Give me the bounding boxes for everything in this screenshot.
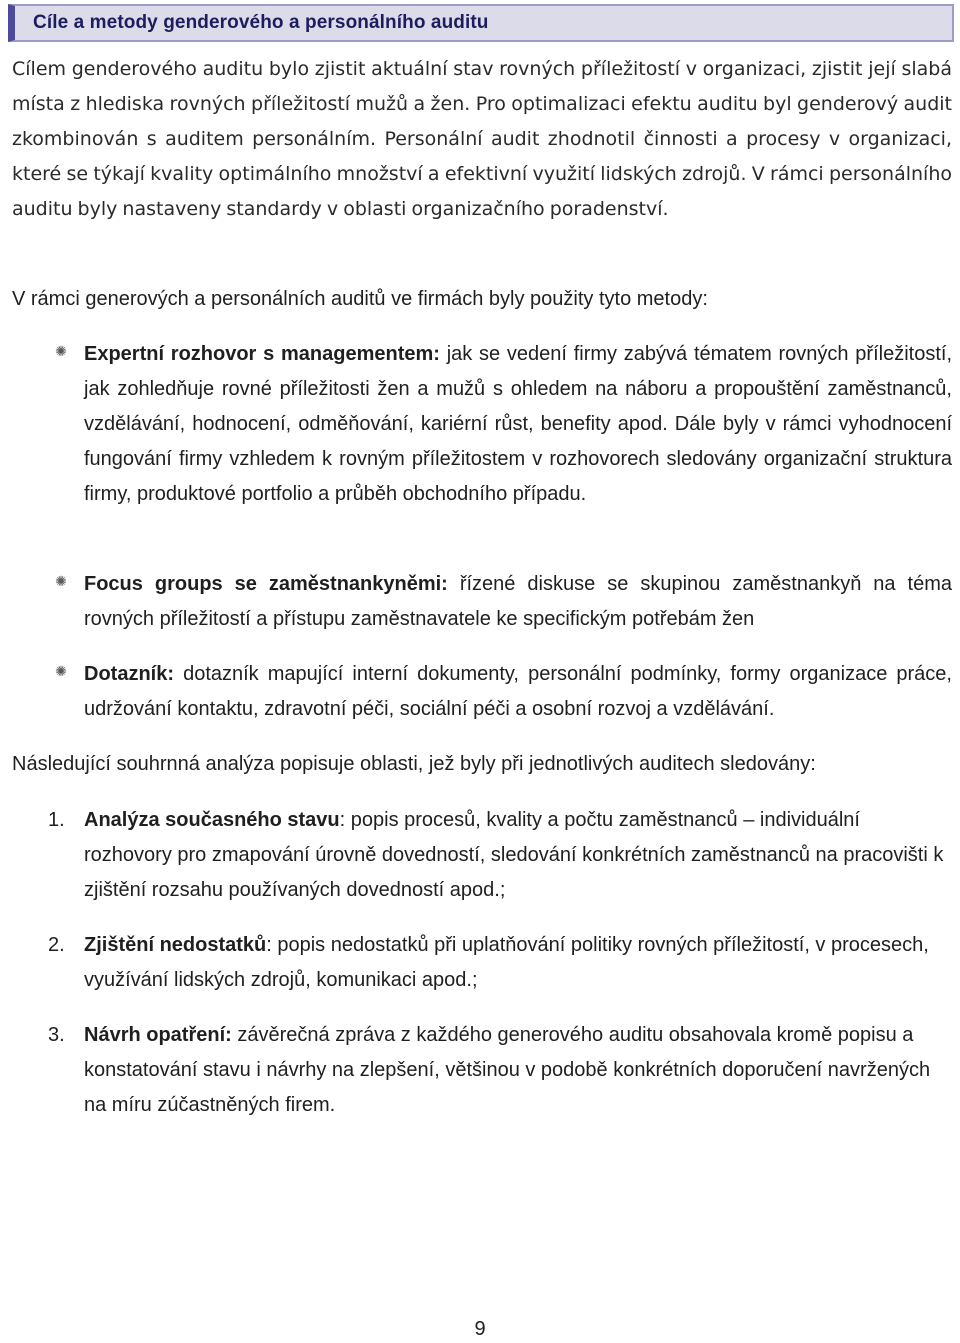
list-number: 1.: [48, 809, 65, 831]
method-text: dotazník mapující interní dokumenty, personální podmínky, formy organizace práce, udržování kontaktu, zdravotní péči, sociální péči a osobní rozvoj a vzdělávání.: [84, 663, 952, 720]
list-number: 3.: [48, 1024, 65, 1046]
method-term: Focus groups se zaměstnankyněmi:: [84, 573, 448, 595]
method-item: [84, 657, 952, 727]
method-text: řízené diskuse se skupinou zaměstnankyň na téma rovných příležitostí a přístupu zaměstnavatele ke specifickým potřebám žen: [84, 573, 953, 630]
intro-paragraph: Cílem genderového auditu bylo zjistit aktuální stav rovných příležitostí v organizaci, zjistit její slabá místa z hlediska rovných příležitostí mužů a žen. Pro optimalizaci efektu auditu byl genderový audit zkombinován s auditem personálním. Personální audit zhodnotil činnosti a procesy v organizaci, které se týkají kvality optimálního množství a efektivní využití lidských zdrojů. V rámci personálního auditu byly nastaveny standardy v oblasti organizačního poradenství.: [12, 58, 952, 220]
method-text: jak se vedení firmy zabývá tématem rovných příležitostí, jak zohledňuje rovné příležitosti žen a mužů s ohledem na náboru a propouštění zaměstnanců, vzdělávání, hodnocení, odměňování, kariérní růst, benefity apod. Dále byly v rámci vyhodnocení fungování firmy vzhledem k rovným příležitostem v rozhovorech sledovány organizační struktura firmy, produktové portfolio a průběh obchodního případu.: [84, 343, 952, 505]
area-item: [84, 1018, 952, 1123]
asterisk-bullet-icon: ✺: [55, 574, 67, 590]
summary-intro: Následující souhrnná analýza popisuje oblasti, jež byly při jednotlivých auditech sledovány:: [12, 753, 816, 775]
area-text: závěrečná zpráva z každého generového auditu obsahovala kromě popisu a konstatování stavu i návrhy na zlepšení, většinou v podobě konkrétních doporučení navržených na míru zúčastněných firem.: [84, 1024, 931, 1116]
method-item: [84, 567, 952, 637]
area-item: [84, 928, 952, 998]
area-term: Návrh opatření:: [84, 1024, 232, 1046]
method-term: Expertní rozhovor s managementem:: [84, 343, 440, 365]
methods-intro: V rámci generových a personálních auditů ve firmách byly použity tyto metody:: [12, 288, 708, 310]
area-term: Zjištění nedostatků: [84, 934, 267, 956]
section-heading: Cíle a metody genderového a personálního auditu: [33, 12, 489, 33]
list-number: 2.: [48, 934, 65, 956]
method-item: [84, 337, 952, 512]
method-term: Dotazník:: [84, 663, 174, 685]
area-item: [84, 803, 952, 908]
area-term: Analýza současného stavu: [84, 809, 340, 831]
area-text: : popis nedostatků při uplatňování politiky rovných příležitostí, v procesech, využívání lidských zdrojů, komunikaci apod.;: [84, 934, 929, 991]
page-number: 9: [474, 1318, 486, 1340]
asterisk-bullet-icon: ✺: [55, 344, 67, 360]
asterisk-bullet-icon: ✺: [55, 664, 67, 680]
area-text: : popis procesů, kvality a počtu zaměstnanců – individuální rozhovory pro zmapování úrovně dovedností, sledování konkrétních zaměstnanců na pracovišti k zjištění rozsahu používaných dovedností apod.;: [84, 809, 944, 901]
section-heading-box: [8, 4, 954, 42]
